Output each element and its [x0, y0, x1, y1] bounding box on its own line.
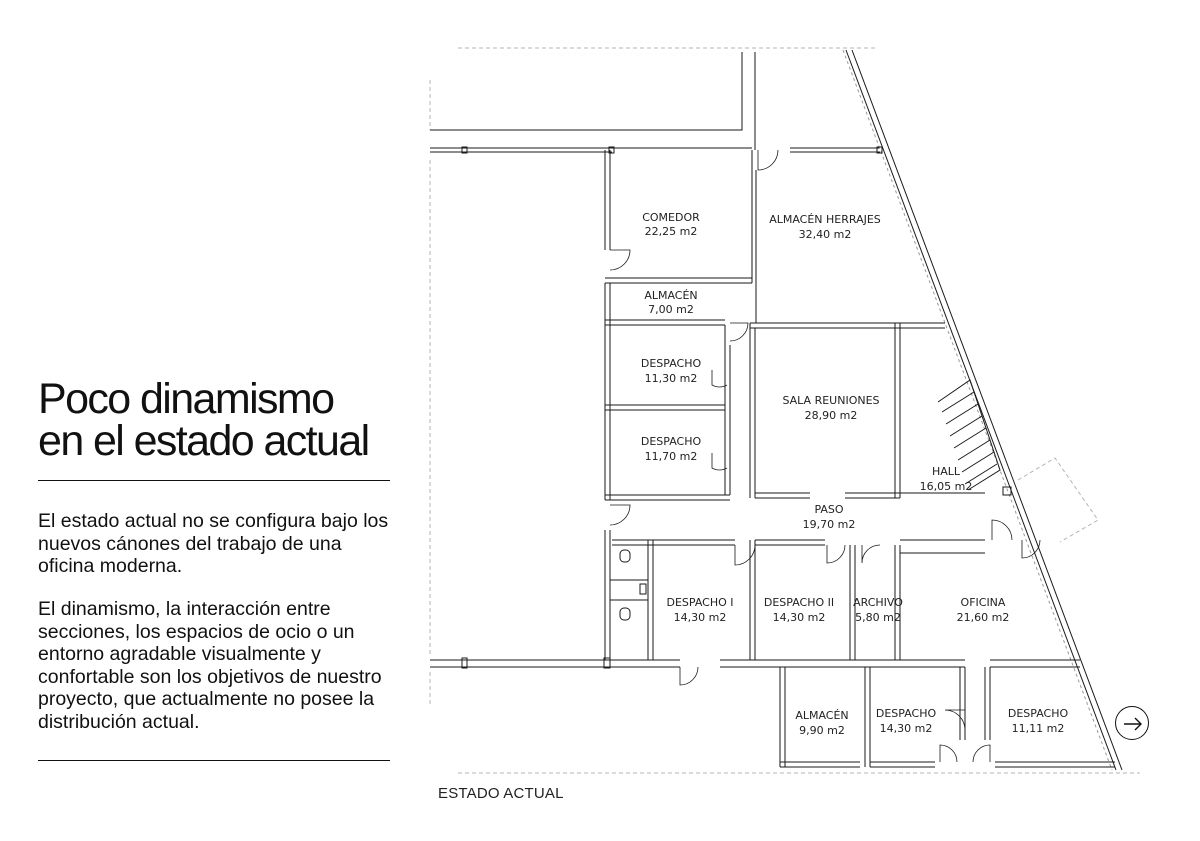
- room-hall-area: 16,05 m2: [919, 480, 973, 493]
- room-archivo-name: ARCHIVO: [853, 596, 903, 609]
- room-despacho-1111-area: 11,11 m2: [1011, 722, 1065, 735]
- room-almacen-990-area: 9,90 m2: [799, 724, 845, 737]
- room-oficina-area: 21,60 m2: [956, 611, 1010, 624]
- room-despacho-1130-name: DESPACHO: [640, 357, 702, 370]
- room-despacho-i-name: DESPACHO I: [666, 596, 734, 609]
- room-almacen-area: 7,00 m2: [648, 303, 694, 316]
- room-almacen-990-name: ALMACÉN: [795, 709, 849, 722]
- paragraph-intro: El estado actual no se configura bajo los nuevos cánones del trabajo de una oficina moderna.: [38, 510, 389, 577]
- room-despacho-ii-area: 14,30 m2: [772, 611, 826, 624]
- room-almacen-herrajes-name: ALMACÉN HERRAJES: [769, 213, 881, 226]
- room-despacho-1111-name: DESPACHO: [1007, 707, 1069, 720]
- room-archivo-area: 5,80 m2: [855, 611, 901, 624]
- room-despacho-1430b-name: DESPACHO: [875, 707, 937, 720]
- room-despacho-1170-area: 11,70 m2: [644, 450, 698, 463]
- room-despacho-1170-name: DESPACHO: [640, 435, 702, 448]
- room-almacen-name: ALMACÉN: [644, 289, 698, 302]
- next-button[interactable]: [1115, 706, 1149, 740]
- room-despacho-1430b-area: 14,30 m2: [879, 722, 933, 735]
- room-paso-name: PASO: [814, 503, 844, 516]
- room-hall-name: HALL: [931, 465, 961, 478]
- room-sala-reuniones-area: 28,90 m2: [804, 409, 858, 422]
- room-sala-reuniones-name: SALA REUNIONES: [782, 394, 880, 407]
- room-comedor-name: COMEDOR: [642, 211, 700, 224]
- room-paso-area: 19,70 m2: [802, 518, 856, 531]
- site-boundary-dashed: [430, 48, 1140, 773]
- room-comedor-area: 22,25 m2: [644, 225, 698, 238]
- room-despacho-ii-name: DESPACHO II: [763, 596, 835, 609]
- title-line-1: Poco dinamismo: [38, 375, 334, 423]
- plan-caption: ESTADO ACTUAL: [438, 785, 564, 802]
- paragraph-objectives: El dinamismo, la interacción entre secciones, los espacios de ocio o un entorno agradable visualmente y confortable son los objetivos de nuestro proyecto, que actualmente no posee la distribución actual.: [38, 598, 382, 733]
- room-oficina-name: OFICINA: [960, 596, 1006, 609]
- room-despacho-1130-area: 11,30 m2: [644, 372, 698, 385]
- room-almacen-herrajes-area: 32,40 m2: [798, 228, 852, 241]
- title-line-2: en el estado actual: [38, 417, 369, 465]
- arrow-right-icon: [1116, 707, 1150, 741]
- room-despacho-i-area: 14,30 m2: [673, 611, 727, 624]
